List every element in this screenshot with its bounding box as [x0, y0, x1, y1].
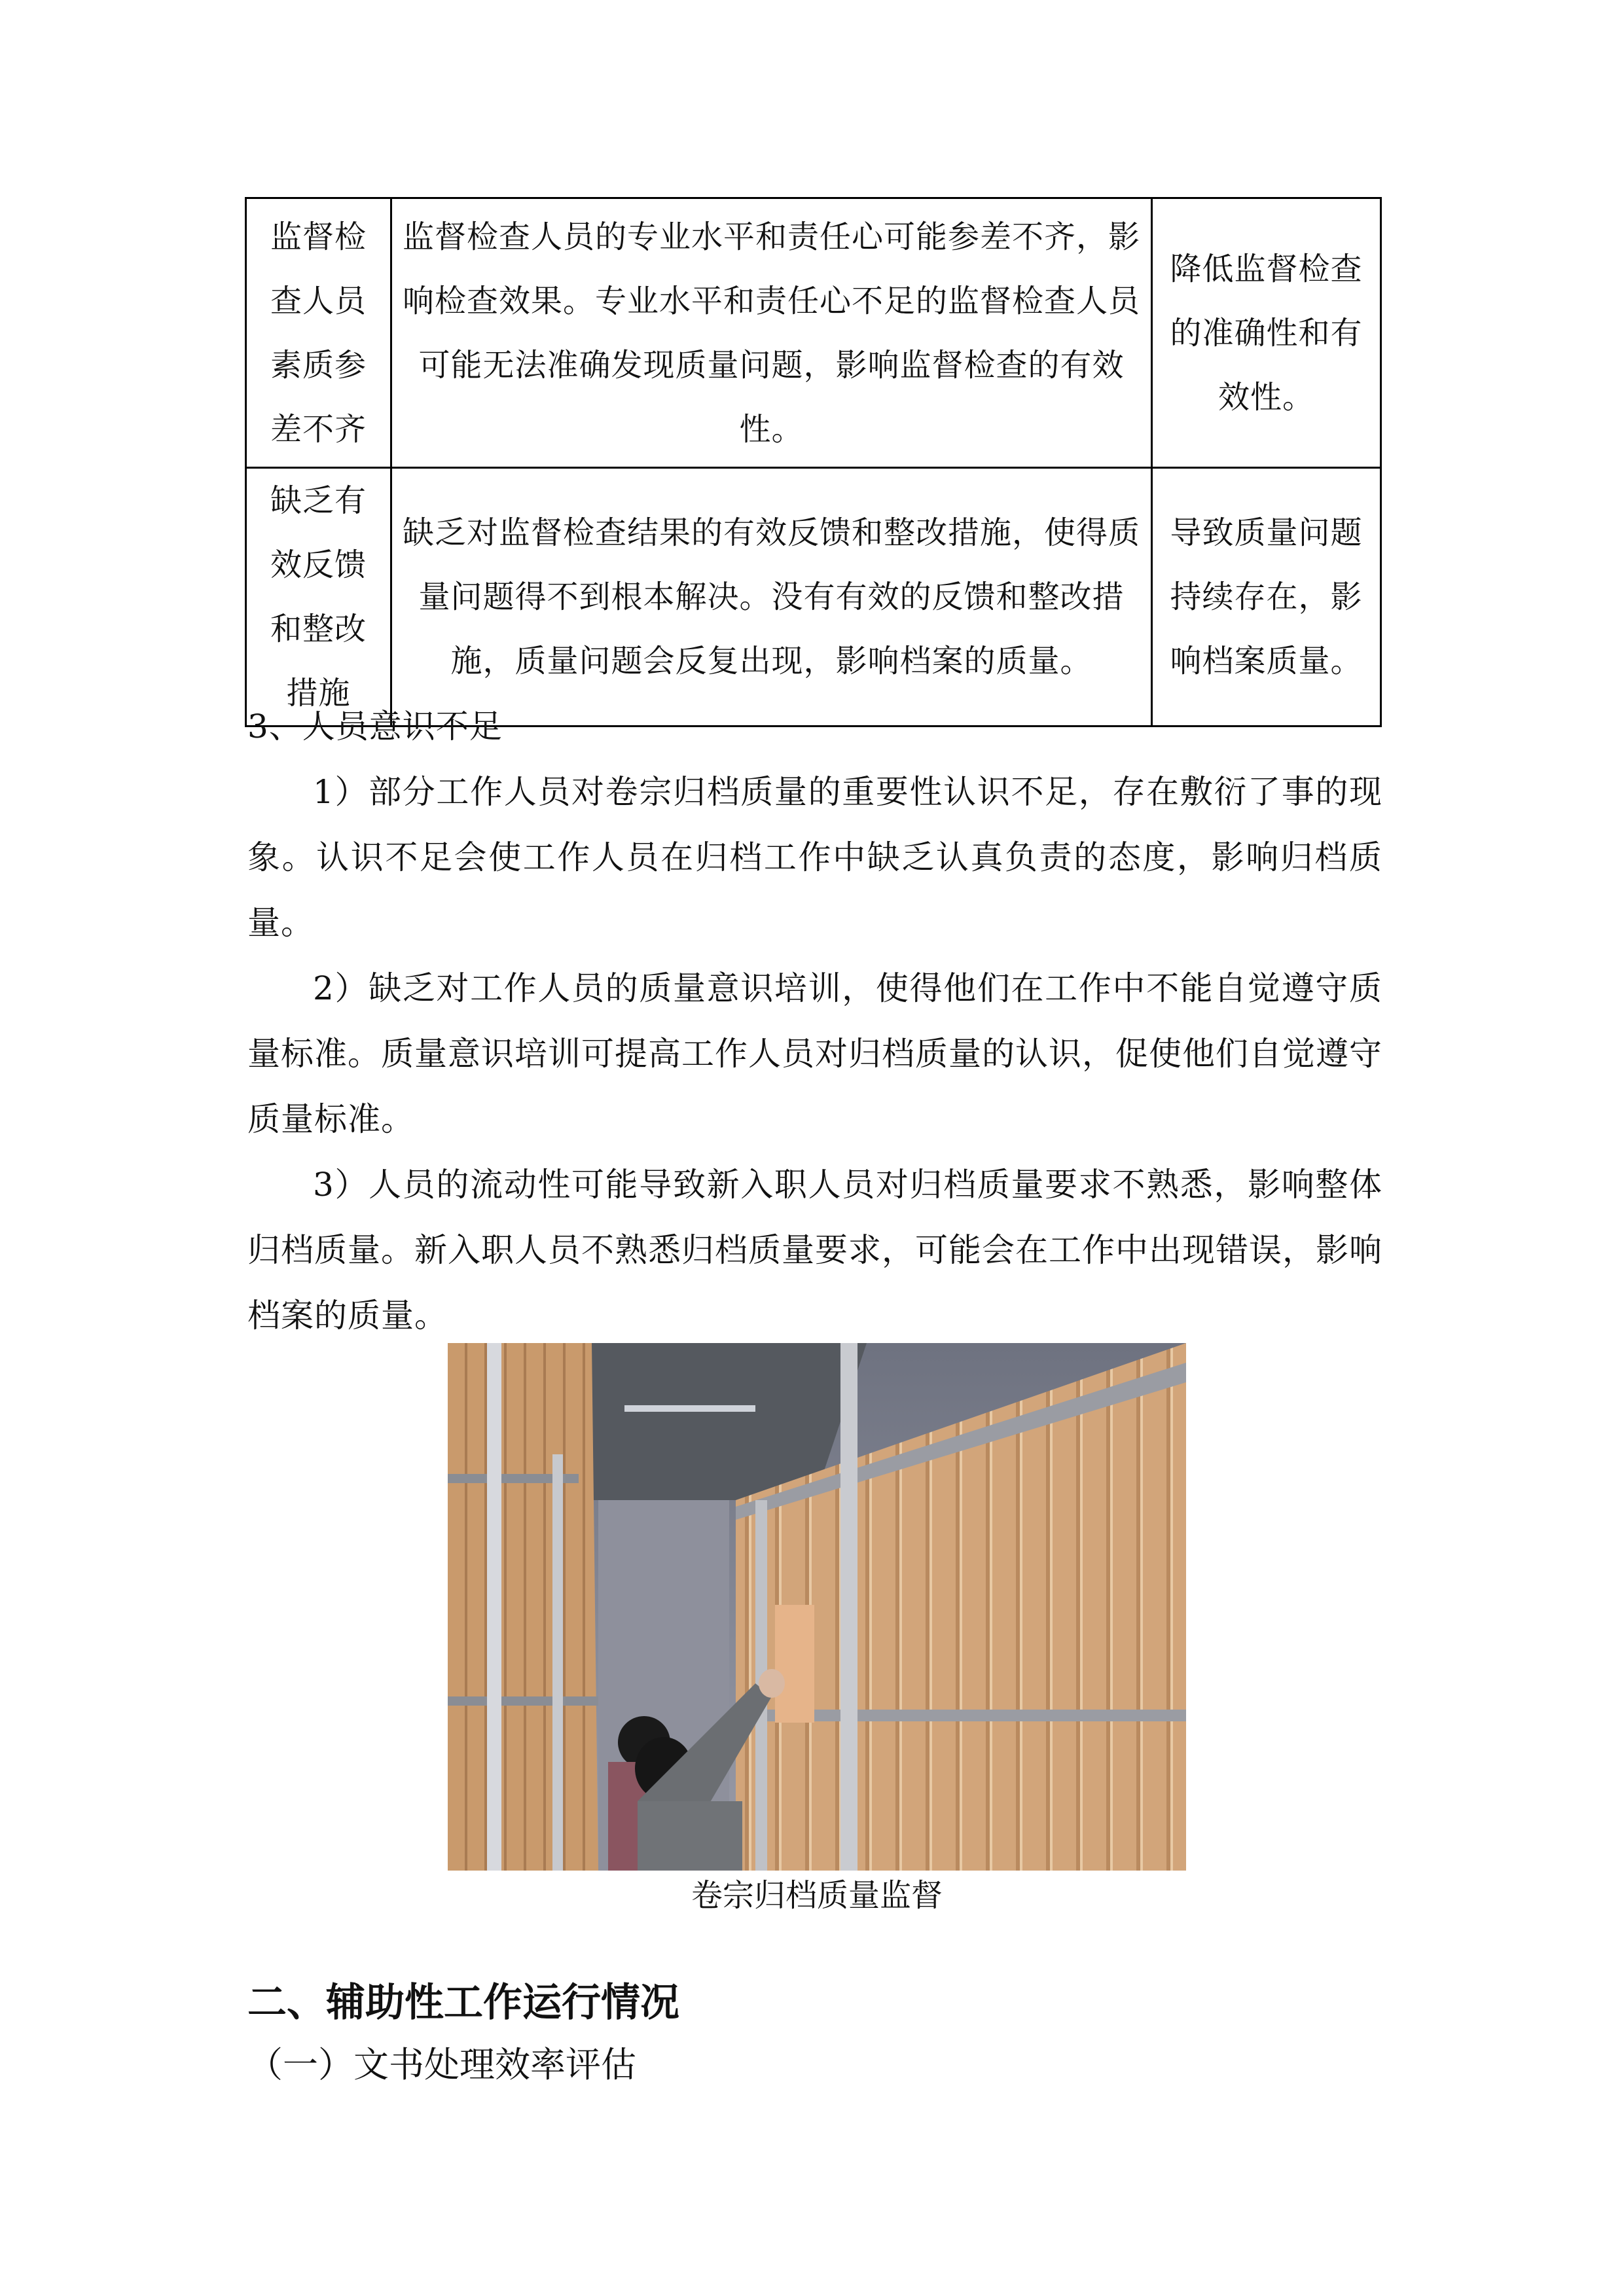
impact-cell: 导致质量问题持续存在，影响档案质量。 [1152, 468, 1381, 726]
archive-room-photo [448, 1343, 1186, 1871]
figure-caption: 卷宗归档质量监督 [691, 1877, 943, 1914]
subsection-heading: （一）文书处理效率评估 [247, 2044, 636, 2085]
description-cell: 监督检查人员的专业水平和责任心可能参差不齐，影响检查效果。专业水平和责任心不足的监督检查人员可能无法准确发现质量问题，影响监督检查的有效性。 [391, 198, 1152, 468]
section-heading: 3、人员意识不足 [247, 708, 503, 745]
issues-table [245, 197, 1382, 727]
chapter-heading: 二、辅助性工作运行情况 [247, 1980, 679, 2026]
issue-cell: 缺乏有效反馈和整改措施 [246, 468, 391, 726]
table-row [246, 468, 1381, 726]
paragraph-2: 2）缺乏对工作人员的质量意识培训，使得他们在工作中不能自觉遵守质量标准。质量意识培训可提高工作人员对归档质量的认识，促使他们自觉遵守质量标准。 [247, 969, 1382, 1138]
paragraph-3: 3）人员的流动性可能导致新入职人员对归档质量要求不熟悉，影响整体归档质量。新入职人员不熟悉归档质量要求，可能会在工作中出现错误，影响档案的质量。 [247, 1166, 1382, 1335]
description-cell: 缺乏对监督检查结果的有效反馈和整改措施，使得质量问题得不到根本解决。没有有效的反馈和整改措施，质量问题会反复出现，影响档案的质量。 [391, 468, 1152, 726]
paragraph-1: 1）部分工作人员对卷宗归档质量的重要性认识不足，存在敷衍了事的现象。认识不足会使工作人员在归档工作中缺乏认真负责的态度，影响归档质量。 [247, 773, 1382, 942]
table-row [246, 198, 1381, 468]
issue-cell: 监督检查人员素质参差不齐 [246, 198, 391, 468]
impact-cell: 降低监督检查的准确性和有效性。 [1152, 198, 1381, 468]
